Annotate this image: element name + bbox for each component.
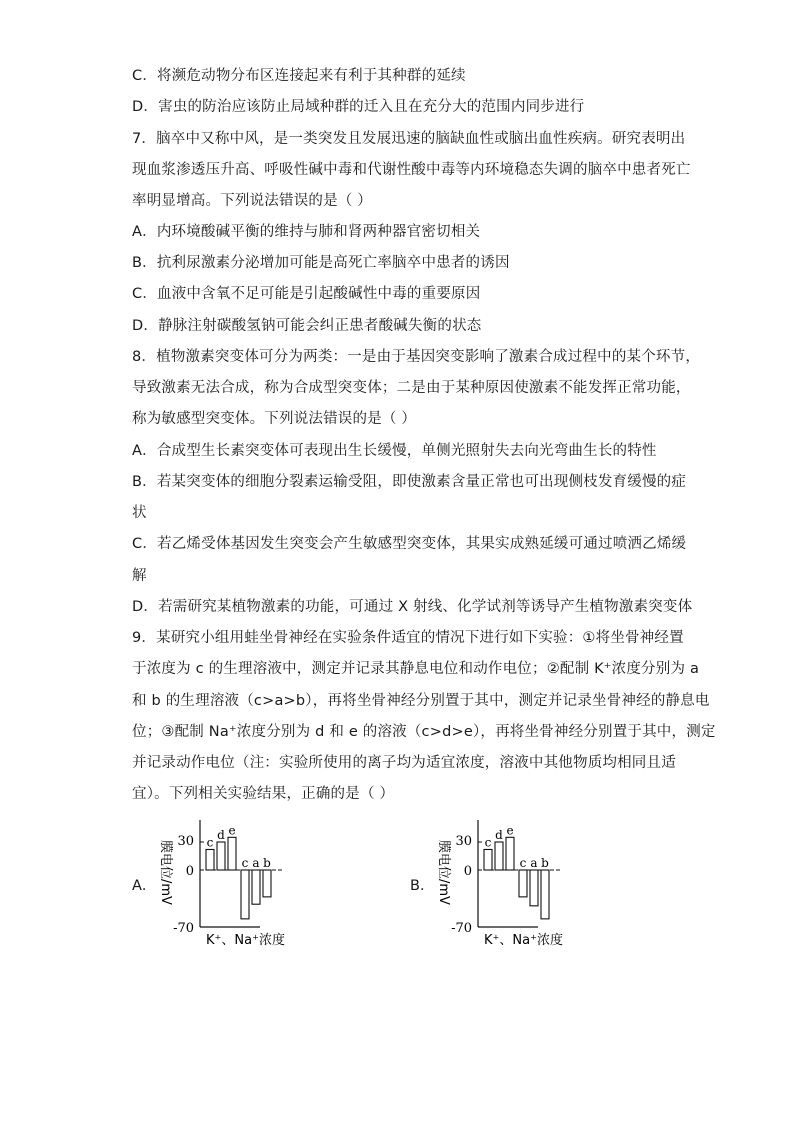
bar-a bbox=[530, 870, 538, 906]
bar-a bbox=[252, 870, 260, 904]
option-7a: A．内环境酸碱平衡的维持与肺和肾两种器官密切相关 bbox=[132, 224, 481, 240]
bar-c bbox=[241, 870, 249, 919]
bar-label-c: c bbox=[519, 856, 527, 870]
bar-label-c: c bbox=[206, 835, 214, 850]
question-8-stem-line2: 导致激素无法合成，称为合成型突变体；二是由于某种原因使激素不能发挥正常功能， bbox=[132, 380, 691, 396]
question-7-stem-line2: 现血浆渗透压升高、呼吸性碱中毒和代谢性酸中毒等内环境稳态失调的脑卒中患者死亡 bbox=[132, 162, 691, 178]
bar-chart-option-b bbox=[428, 810, 588, 950]
option-6d: D．害虫的防治应该防止局域种群的迁入且在充分大的范围内同步进行 bbox=[132, 99, 585, 115]
option-8b-line2: 状 bbox=[132, 505, 147, 521]
bar-label-d: d bbox=[495, 828, 503, 842]
x-axis-label: K⁺、Na⁺浓度 bbox=[206, 933, 285, 948]
option-6c: C．将濒危动物分布区连接起来有利于其种群的延续 bbox=[132, 68, 466, 84]
question-9-stem-line2: 于浓度为 c 的生理溶液中，测定并记录其静息电位和动作电位；②配制 K⁺浓度分别为 a bbox=[132, 661, 700, 677]
y-tick-label: 30 bbox=[455, 834, 472, 849]
option-8b-line1: B．若某突变体的细胞分裂素运输受阻，即使激素含量正常也可出现侧枝发育缓慢的症 bbox=[132, 474, 687, 490]
x-axis-label: K⁺、Na⁺浓度 bbox=[484, 933, 563, 948]
y-tick-label: 30 bbox=[177, 834, 194, 849]
option-8a: A．合成型生长素突变体可表现出生长缓慢，单侧光照射失去向光弯曲生长的特性 bbox=[132, 443, 657, 459]
y-tick-label: 0 bbox=[463, 864, 472, 879]
question-7-stem-line1: 7．脑卒中又称中风，是一类突发且发展迅速的脑缺血性或脑出血性疾病。研究表明出 bbox=[132, 131, 686, 147]
y-tick-label: -70 bbox=[451, 921, 472, 936]
bar-label-d: d bbox=[217, 828, 225, 842]
option-8d: D．若需研究某植物激素的功能，可通过 X 射线、化学试剂等诱导产生植物激素突变体 bbox=[132, 599, 693, 615]
option-9b-label: B． bbox=[410, 878, 435, 894]
y-axis-label: 膜电位/mV bbox=[158, 840, 173, 905]
y-axis-label: 膜电位/mV bbox=[436, 840, 451, 905]
question-9-stem-line6: 宜）。下列相关实验结果，正确的是（ ） bbox=[132, 786, 395, 802]
y-tick-label: -70 bbox=[173, 921, 194, 936]
bar-c bbox=[206, 849, 214, 870]
bar-label-a: a bbox=[252, 856, 260, 870]
bar-e bbox=[506, 837, 514, 870]
bar-label-e: e bbox=[228, 823, 236, 838]
bars-group bbox=[206, 823, 271, 919]
bar-label-c: c bbox=[241, 856, 249, 870]
question-9-stem-line4: 位；③配制 Na⁺浓度分别为 d 和 e 的溶液（c>d>e），再将坐骨神经分别置于其中，测定 bbox=[132, 724, 716, 740]
question-7-stem-line3: 率明显增高。下列说法错误的是（ ） bbox=[132, 193, 373, 209]
bar-b bbox=[541, 870, 549, 919]
bar-d bbox=[495, 842, 503, 870]
bars-group bbox=[484, 823, 549, 919]
bar-label-e: e bbox=[506, 823, 514, 838]
option-7c: C．血液中含氧不足可能是引起酸碱性中毒的重要原因 bbox=[132, 286, 481, 302]
bar-chart-option-a bbox=[150, 810, 310, 950]
question-8-stem-line1: 8．植物激素突变体可分为两类：一是由于基因突变影响了激素合成过程中的某个环节， bbox=[132, 349, 701, 365]
bar-e bbox=[228, 837, 236, 870]
question-8-stem-line3: 称为敏感型突变体。下列说法错误的是（ ） bbox=[132, 411, 417, 427]
bar-label-a: a bbox=[530, 856, 538, 870]
bar-b bbox=[263, 870, 271, 897]
bar-c bbox=[519, 870, 527, 897]
bar-c bbox=[484, 849, 492, 870]
option-7d: D．静脉注射碳酸氢钠可能会纠正患者酸碱失衡的状态 bbox=[132, 318, 482, 334]
bar-d bbox=[217, 842, 225, 870]
question-9-stem-line3: 和 b 的生理溶液（c>a>b），再将坐骨神经分别置于其中，测定并记录坐骨神经的静息电 bbox=[132, 693, 710, 709]
question-9-stem-line1: 9．某研究小组用蛙坐骨神经在实验条件适宜的情况下进行如下实验：①将坐骨神经置 bbox=[132, 630, 684, 646]
option-8c-line1: C．若乙烯受体基因发生突变会产生敏感型突变体，其果实成熟延缓可通过喷洒乙烯缓 bbox=[132, 536, 687, 552]
bar-label-b: b bbox=[541, 856, 549, 870]
question-9-stem-line5: 并记录动作电位（注：实验所使用的离子均为适宜浓度，溶液中其他物质均相同且适 bbox=[132, 755, 676, 771]
option-9a-label: A． bbox=[132, 878, 157, 894]
option-8c-line2: 解 bbox=[132, 568, 147, 584]
bar-label-c: c bbox=[484, 835, 492, 850]
y-tick-label: 0 bbox=[185, 864, 194, 879]
option-7b: B．抗利尿激素分泌增加可能是高死亡率脑卒中患者的诱因 bbox=[132, 255, 510, 271]
bar-label-b: b bbox=[263, 856, 271, 870]
